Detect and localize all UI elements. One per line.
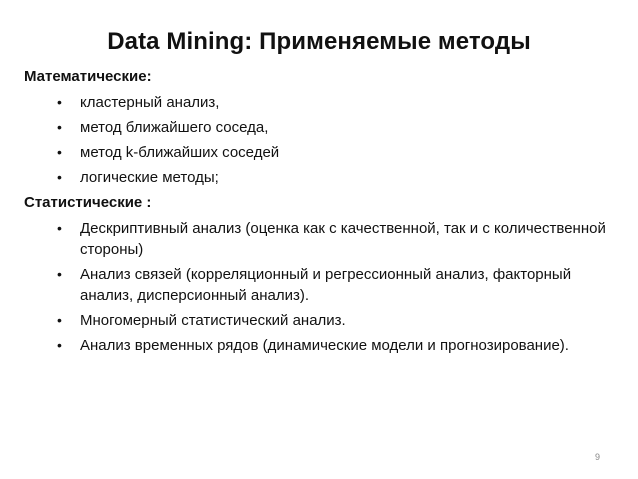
list-item-text: кластерный анализ, <box>80 94 220 111</box>
bullet-icon: • <box>57 337 62 353</box>
list-item-text: Многомерный статистический анализ. <box>80 312 346 329</box>
math-methods-list <box>24 92 624 188</box>
bullet-icon: • <box>57 266 62 282</box>
list-item-text: метод ближайшего соседа, <box>80 119 269 136</box>
list-item-text: Анализ временных рядов (динамические модели и прогнозирование). <box>80 337 569 354</box>
list-item-text: Анализ связей (корреляционный и регрессионный анализ, факторный анализ, дисперсионный анализ). <box>80 266 572 304</box>
bullet-icon: • <box>57 119 62 135</box>
list-item <box>24 310 624 331</box>
list-item <box>24 218 624 260</box>
list-item <box>24 335 624 356</box>
slide-title: Data Mining: Применяемые методы <box>107 28 531 55</box>
bullet-icon: • <box>57 220 62 236</box>
list-item <box>24 117 624 138</box>
list-item-text: метод k-ближайших соседей <box>80 144 280 161</box>
slide-content <box>24 66 624 360</box>
list-item <box>24 92 624 113</box>
list-item <box>24 142 624 163</box>
list-item-text: логические методы; <box>80 169 219 186</box>
stat-methods-list <box>24 218 624 356</box>
page-number: 9 <box>594 452 600 462</box>
bullet-icon: • <box>57 94 62 110</box>
section-heading-stat: Статистические : <box>24 194 152 211</box>
section-heading-math: Математические: <box>24 68 152 85</box>
list-item <box>24 264 624 306</box>
list-item-text: Дескриптивный анализ (оценка как с качественной, так и с количественной стороны) <box>80 220 606 258</box>
bullet-icon: • <box>57 169 62 185</box>
bullet-icon: • <box>57 312 62 328</box>
bullet-icon: • <box>57 144 62 160</box>
list-item <box>24 167 624 188</box>
